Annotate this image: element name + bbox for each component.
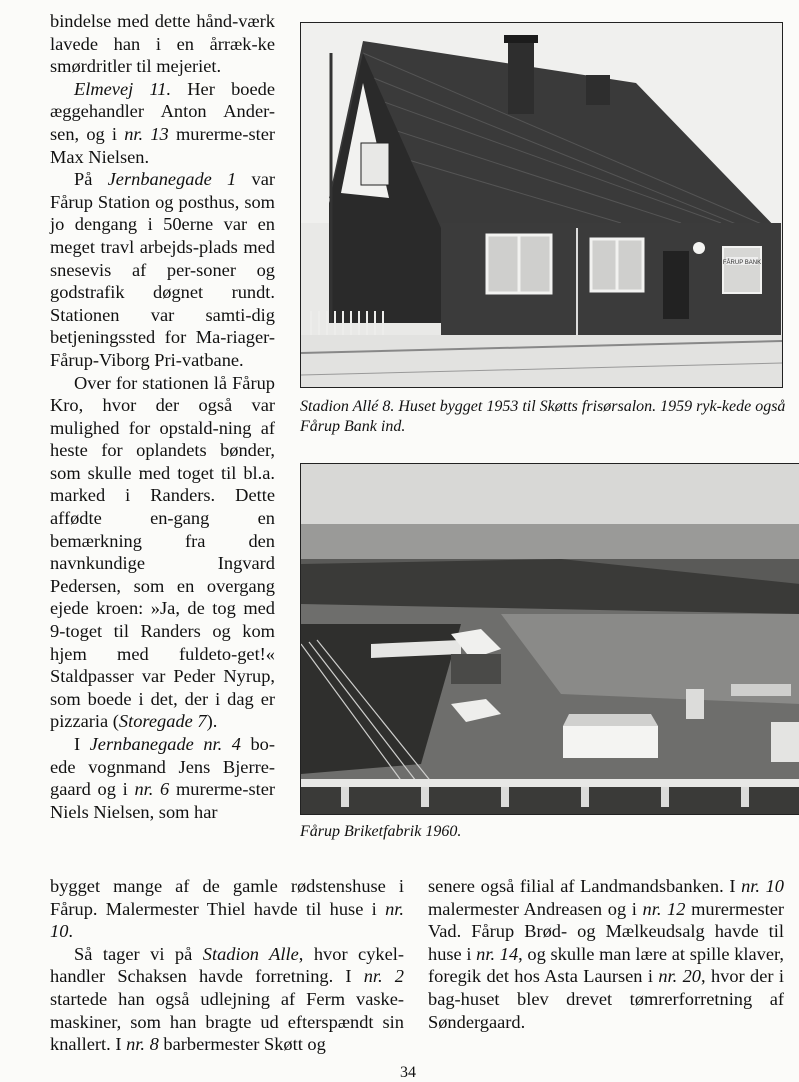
factory-photo bbox=[300, 463, 799, 815]
photo-caption: Stadion Allé 8. Huset bygget 1953 til Skøtts frisørsalon. 1959 ryk-kede også Fårup Bank ind. bbox=[300, 398, 786, 435]
house-illustration bbox=[301, 23, 782, 387]
paragraph: Så tager vi på Stadion Alle, hvor cykel-handler Schaksen havde forretning. I nr. 2 startede han også udlejning af Ferm vaske-maskiner, som han bragte ud efterspændt sin knallert. I nr. 8 barbermester Skøtt og bbox=[50, 943, 405, 1055]
paragraph: I Jernbanegade nr. 4 bo-ede vognmand Jens Bjerre-gaard og i nr. 6 murerme-ster Niels Nielsen, som har bbox=[50, 734, 276, 822]
page-number: 34 bbox=[400, 1064, 416, 1081]
paragraph: Elmevej 11. Her boede æggehandler Anton Ander-sen, og i nr. 13 murerme-ster Max Nielsen. bbox=[50, 78, 276, 167]
left-column-bottom bbox=[50, 875, 404, 1056]
left-column-top bbox=[50, 10, 275, 823]
house-photo bbox=[300, 22, 783, 388]
paragraph: Over for stationen lå Fårup Kro, hvor der også var mulighed for opstald-ning af heste for oplandets bønder, som skulle med toget til bl.a. marked i Randers. Dette affødte en-gang en bemærkning fra den navnkundige Ingvard Pedersen, som en overgang ejede kroen: »Ja, de tog med 9-toget til Randers og kom hjem med fuldeto-get!« Staldpasser var Peder Nyrup, som boede i det, der i dag er pizzaria (Storegade 7). bbox=[50, 372, 275, 732]
paragraph: bygget mange af de gamle rødstenshuse i Fårup. Malermester Thiel havde til huse i nr. 10. bbox=[50, 876, 404, 942]
bank-sign: FÅRUP BANK bbox=[722, 260, 762, 266]
paragraph: senere også filial af Landmandsbanken. I nr. 10 malermester Andreasen og i nr. 12 murermester Vad. Fårup Brød- og Mælkeudsalg havde til huse i nr. 14, og skulle man lære at spille klaver, foregik det hos Asta Laursen i nr. 20, hvor der i bag-huset blev drevet tømrerforretning af Søndergaard. bbox=[428, 876, 785, 1032]
factory-illustration bbox=[301, 464, 799, 814]
paragraph: På Jernbanegade 1 var Fårup Station og posthus, som jo dengang i 50erne var en meget travl arbejds-plads med snesevis af per-soner og godstrafik døgnet rundt. Stationen var samti-dig betjeningssted for Ma-riager-Fårup-Viborg Pri-vatbane. bbox=[50, 169, 275, 370]
paragraph: bindelse med dette hånd-værk lavede han i en årræk-ke smørdritler til mejeriet. bbox=[50, 11, 275, 77]
right-column-bottom bbox=[428, 875, 784, 1033]
photo-caption: Fårup Briketfabrik 1960. bbox=[300, 823, 462, 840]
